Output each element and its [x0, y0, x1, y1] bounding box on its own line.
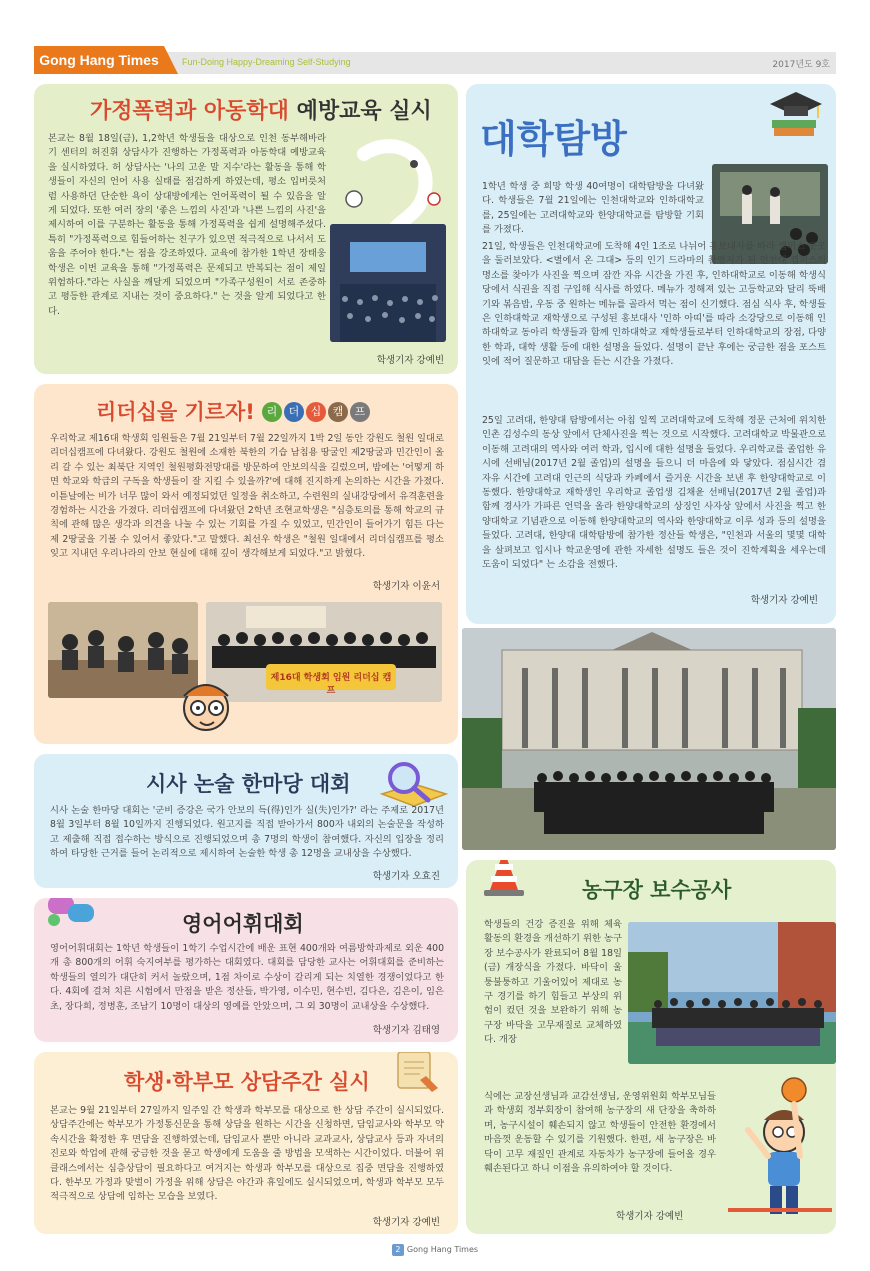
article-body: 영어어휘대회는 1학년 학생들이 1학기 수업시간에 배운 표현 400개와 여름방학과제로 외운 400개 총 800개의 어휘 숙지여부를 평가하는 대회였다. 대회를 담당한 교사는 어휘대회를 준비하는 학생들의 열의가 대단히 커서 놀랐으며, 1점 차이로 수상이 갈리게 되는 치열한 경쟁이었다고 한다. 4회에 걸쳐 치른 시험에서 만점을 받은 정산들, 박가영, 이수민, 현수빈, 김다은, 김은이, 임은초, 장다희, 정병훈, 조남기 10명이 대상의 영예를 안았으며, 그 외 30명이 교내상을 수상했다.	[50, 943, 444, 1012]
page-number: 2	[392, 1244, 404, 1256]
article-leadership	[34, 384, 458, 744]
article-body: 본교는 9월 21일부터 27일까지 일주일 간 학생과 학부모를 대상으로 한 상담 주간이 실시되었다. 상담주간에는 학부모가 가정통신문을 통해 상담을 원하는 시간을 신청하면, 담임교사와 학부모 약속시간을 확정한 후 면담을 진행하였는데, 담임교사 뿐만 아니라 교과교사, 상담교사 등과 자녀의 진로와 학업에 관해 궁금한 것을 묻고 학생에게 도움을 줄 방법을 모색하는 시간이었다. 더불어 위클래스에서는 심층상담이 필요하다고 여겨지는 학생과 학부모를 대상으로 집중 면담을 진행하였다. 한부모 가정과 맞벌이 가정을 위해 상담은 야간과 휴일에도 실시되었으며, 학생과 학부모 모두 적극적으로 상담에 임하는 모습을 보였다.	[50, 1105, 444, 1203]
article-body: 우리학교 제16대 학생회 임원들은 7월 21일부터 7월 22일까지 1박 2일 동안 강원도 철원 일대로 리더십캠프에 다녀왔다. 강원도 철원에 소재한 북한의 기습 남침용 땅굴인 제2땅굴과 민간인이 올리 갈 수 있는 최북단 지역인 철원평화전망대를 방문하여 안보의식을 길렀으며, 밤에는 '어떻게 하면 학교와 학급의 구독을 학생들이 잘 지킬 수 있을까?'에 대해 진지하게 논의하는 시간을 가졌다. 이튿날에는 비가 너무 많이 와서 예정되었던 일정을 취소하고, 수련원의 실내강당에서 유격훈련을 경험하는 시간을 가졌다. 리더쉽캠프에 다녀왔던 2학년 조현교학생은 "심층토의를 통해 학교의 규칙에 관해 많은 생각과 의견을 나눌 수 있는 기회를 가질 수 있었고, 민간인이 들어가기 힘든 다는 제 2땅굴을 기볼 수 있어서 좋았다."고 말했다. 최선우 학생은 "철원 일대에서 리더십캠프를 평소 잊고 지내던 우리나라의 안보 현실에 대해 깊이 생각해보게 되었다."고 밝혔다.	[50, 433, 444, 560]
magnifier-book-icon	[374, 758, 450, 810]
article-body: 시사 논술 한마당 대회는 '군비 증강은 국가 안보의 득(得)인가 실(失)인가?' 라는 주제로 2017년 8월 3일부터 8월 10일까지 진행되었다. 원고지를 직접 받아가서 800자 내외의 논술문을 작성하고 제출해 직접 접수하는 방식으로 진행되었으며 총 7명의 학생이 참여했다. 자신의 입장을 정리하여 타당한 근거를 들어 논리적으로 제시하여 논술한 학생 총 12명을 교내상을 수상했다.	[50, 805, 444, 860]
badge-char: 십	[306, 402, 326, 422]
byline: 학생기자 강예빈	[372, 1217, 440, 1228]
badge-char: 더	[284, 402, 304, 422]
court-ceremony-photo	[628, 922, 836, 1064]
speech-bubbles-icon	[42, 898, 102, 934]
leadership-title: 리더십을 기르자!	[96, 400, 255, 424]
assembly-photo	[330, 224, 446, 342]
vocab-title: 영어어휘대회	[182, 912, 304, 936]
article-vocab	[34, 898, 458, 1042]
title-highlight: 가정폭력과 아동학대	[90, 99, 289, 124]
badge-char: 캠	[328, 402, 348, 422]
debate-title: 시사 논술 한마당 대회	[146, 772, 351, 796]
badge-char: 리	[262, 402, 282, 422]
article-body-day2: 25일 고려대, 한양대 탐방에서는 아침 일찍 고려대학교에 도착해 정문 근처에 위치한 인촌 김성수의 동상 앞에서 단체사진을 찍는 것으로 시작했다. 고려대학교 박물관으로 이동해 고려대의 역사와 여러 학과, 입시에 대한 설명을 들었다. 우리학교를 졸업한 유시에 선배님(2017년 2월 졸업)의 설명을 들으니 더 마음에 와 닿았다. 점심시간 겸 자유 시간에 고려대 인근의 식당과 카페에서 즐거운 시간을 보낸 후 한양대학교로 이동했다. 한양대학교 재학생인 우리학교 졸업생 김채윤 선배님(2017년 2월 졸업)과 함께 경사가 가파른 언덕을 올라 한양대학교의 상징인 사자상 앞에서 사진을 찍고 한양대학교 기념관으로 이동해 한양대학교의 역사와 한양대학교 이루 성과 등의 설명을 들었다. 고려대, 한양대 대학탐방에 참가한 정산들 학생은, "인천과 서울의 몇몇 대학을 살펴보고 입시나 학교운영에 관한 자세한 설명도 들은 것이 진학계획을 세우는데 도움이 되었다" 는 소감을 전했다.	[482, 415, 826, 571]
article-body-day1: 21일, 학생들은 인천대학교에 도착해 4인 1조로 나뉘어 홍보대사를 따라 캠퍼스 곳곳을 둘러보았다. <별에서 온 그대> 등의 인기 드라마의 촬영지가 된 인천대 캠퍼스의 명소를 찾아가 사진을 찍으며 잠깐 자유 시간을 가진 후, 인하대학교로 이동해 학생식당에서 식권을 직접 구입해 식사를 하였다. 메뉴가 정해져 있는 고등학교와 달리 뚝배기와 볶음밥, 우동 중 원하는 메뉴를 골라서 먹는 점이 신기했다. 점심 식사 후, 학생들은 인하대학교 재학생으로 구성된 홍보대사 '인하 아띠'를 따라 소강당으로 이동해 인하대학교 동아리 학생들과 함께 인하대학교 재학생들로부터 인하대학교의 장점, 다양한 학과, 대학 생활 등에 대한 설명을 들었다. 설명이 끝난 후에는 궁금한 점을 포스트잇에 적어 질문하고 대답을 듣는 시간을 가졌다.	[482, 241, 826, 368]
article-body-wide: 식에는 교장선생님과 교감선생님, 운영위원회 학부모님들과 학생회 정부회장이 참여해 농구장의 새 단장을 축하하며, 농구시설이 훼손되지 않고 학생들이 안전한 환경에서 마음껏 운동할 수 있기를 기원했다. 한편, 새 농구장은 바닥이 고무 재질인 관계로 자동차가 농구장에 들어올 경우 훼손된다고 하니 이점을 유의하여야 할 것이다.	[484, 1091, 716, 1175]
graduation-cap-icon	[766, 88, 826, 142]
camp-badges	[262, 400, 372, 422]
byline: 학생기자 강예빈	[376, 355, 444, 366]
byline: 학생기자 강예빈	[616, 1211, 684, 1222]
brand-name: Gong Hang Times	[39, 52, 159, 68]
byline: 학생기자 강예빈	[750, 595, 818, 606]
magnifier-kid-icon	[174, 674, 244, 742]
article-university	[466, 84, 836, 624]
article-basketball	[466, 860, 836, 1234]
issue-number: 2017년도 9호	[772, 60, 830, 70]
article-body-narrow: 학생들의 건강 증진을 위해 체육 활동의 환경을 개선하기 위한 농구장 보수공사가 완료되어 8월 18일(금) 개장식을 가졌다. 바닥이 울퉁불퉁하고 기울어있어 제대로 농구 경기를 하기 힘들고 부상의 위험이 컸던 것을 보완하기 위해 농구장 바닥을 고무재질로 교체하였다. 개장	[484, 919, 622, 1046]
article-counseling	[34, 1052, 458, 1234]
motto: Fun-Doing Happy-Dreaming Self-Studying	[182, 57, 351, 67]
university-group-photo	[462, 628, 836, 850]
scroll-icon	[390, 1052, 442, 1094]
article-title	[96, 396, 255, 426]
article-domestic-violence	[34, 84, 458, 374]
byline: 학생기자 김태영	[372, 1025, 440, 1036]
article-title	[90, 94, 432, 125]
title-rest: 예방교육 실시	[296, 99, 432, 124]
camp-banner-text: 제16대 학생회 임원 리더십 캠프	[270, 673, 392, 696]
article-body-intro: 1학년 학생 중 희망 학생 40여명이 대학탐방을 다녀왔다. 학생들은 7월 21일에는 인천대학교와 인하대학교를, 25일에는 고려대학교와 한양대학교를 탐방할 기회를 가졌다.	[482, 181, 704, 236]
footer-brand: Gong Hang Times	[406, 1245, 479, 1254]
byline: 학생기자 이윤서	[372, 581, 440, 592]
badge-char: 프	[350, 402, 370, 422]
counseling-title: 학생·학부모 상담주간 실시	[124, 1070, 370, 1094]
article-body: 본교는 8월 18일(금), 1,2학년 학생들을 대상으로 인천 동부해바라기 센터의 허진휘 상담사가 진행하는 가정폭력과 아동학대 예방교육을 실시하였다. 허 상담사는 '나의 고운 말 지수'라는 활동을 통해 학생들이 자신의 언어 사용 실태를 점검하게 하였는데, 평소 입버릇처럼 사용하던 단순한 욕이 상대방에게는 언어폭력이 될 수 있음을 알게 되었다. 또한 여러 장의 '좋은 느낌의 사진'과 '나쁜 느낌의 사진'을 제시하여 이를 구분하는 활동을 통해 가정폭력을 쉽게 설명해주셨다. 특히 "가정폭력으로 힘들어하는 친구가 있으면 적극적으로 나서서 도움을 주어야 한다."는 점을 강조하였다. 교육에 참가한 1학년 장태웅 학생은 이번 교육을 통해 "가정폭력은 문제되고 반복되는 점이 제일 위험하다."라는 사실을 깨달게 되었으며 "가족구성원이 서로 존중하고 평등한 관계로 지내는 것이 중요하다." 는 것을 알게 되었다고 한다.	[48, 133, 326, 317]
footer	[0, 1244, 870, 1256]
basketball-title: 농구장 보수공사	[582, 878, 732, 902]
university-title: 대학탐방	[480, 117, 627, 161]
byline: 학생기자 오효진	[372, 871, 440, 882]
basketball-player-icon	[728, 1060, 832, 1230]
article-debate	[34, 754, 458, 888]
brand-tab	[34, 46, 164, 74]
traffic-cone-icon	[480, 860, 528, 898]
